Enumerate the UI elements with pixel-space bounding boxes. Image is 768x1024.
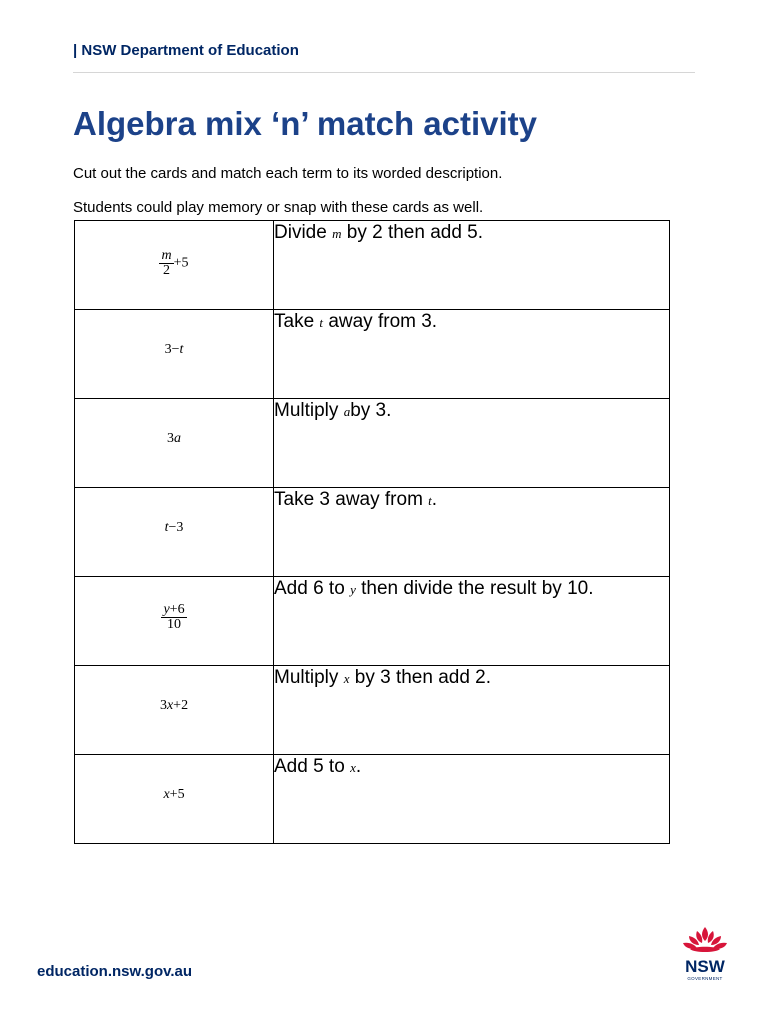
desc-text-pre: Add 6 to (274, 578, 351, 599)
desc-variable: t (428, 493, 432, 508)
term-expression (165, 342, 184, 358)
desc-variable: t (319, 315, 324, 330)
term-part: 3 (164, 342, 172, 357)
desc-text-post: by 3 then add 2. (349, 667, 492, 688)
description-card (274, 221, 670, 310)
card-row (75, 577, 670, 666)
term-part: 3 (159, 698, 167, 713)
term-card (75, 399, 274, 488)
term-variable: y (163, 602, 170, 617)
nsw-government-logo (676, 924, 734, 982)
term-card (75, 310, 274, 399)
term-operator: + (169, 787, 178, 802)
desc-text-post: by 2 then add 5. (341, 222, 484, 243)
instruction-cut-out: Cut out the cards and match each term to its worded description. (73, 165, 503, 182)
fraction (161, 603, 186, 632)
desc-text-pre: Take (274, 311, 320, 332)
fraction (159, 249, 173, 278)
desc-text-post: . (355, 756, 362, 777)
term-operator: + (169, 602, 178, 617)
term-rest: +5 (173, 255, 189, 271)
term-part: 2 (181, 698, 189, 713)
term-part: 3 (167, 431, 174, 446)
denominator: 10 (167, 617, 181, 632)
header-divider (73, 72, 695, 73)
term-expression (163, 787, 184, 803)
desc-text-pre: Multiply (274, 667, 344, 688)
logo-text: NSW (685, 957, 725, 976)
term-operator: − (171, 342, 180, 357)
card-row (75, 488, 670, 577)
term-expression (161, 603, 186, 632)
term-part: 3 (176, 520, 184, 535)
card-row (75, 666, 670, 755)
desc-text-pre: Take 3 away from (274, 489, 429, 510)
desc-text-post: away from 3. (323, 311, 438, 332)
description-card (274, 488, 670, 577)
desc-variable: a (343, 404, 351, 419)
term-card (75, 666, 274, 755)
term-expression (160, 698, 188, 714)
desc-text-pre: Add 5 to (274, 756, 351, 777)
term-variable: x (163, 787, 170, 802)
term-expression (159, 249, 188, 278)
term-card (75, 755, 274, 844)
term-part: 6 (177, 602, 185, 617)
term-expression (165, 520, 184, 536)
numerator: m (161, 248, 172, 263)
desc-text-pre: Divide (274, 222, 333, 243)
description-card (274, 399, 670, 488)
card-row (75, 399, 670, 488)
term-expression (167, 431, 181, 447)
numerator (161, 603, 186, 618)
department-header: | NSW Department of Education (73, 42, 299, 59)
term-card (75, 221, 274, 310)
term-operator: − (168, 520, 177, 535)
instruction-play: Students could play memory or snap with these cards as well. (73, 199, 484, 216)
desc-variable: m (332, 226, 342, 241)
desc-text-post: . (431, 489, 438, 510)
desc-variable: x (350, 760, 356, 775)
term-variable: x (166, 698, 174, 713)
footer-website: education.nsw.gov.au (37, 963, 193, 980)
logo-subtext: GOVERNMENT (687, 976, 723, 981)
desc-text-pre: Multiply (274, 400, 344, 421)
cards-table (74, 220, 670, 844)
term-variable: a (174, 431, 181, 446)
description-card (274, 310, 670, 399)
desc-text-post: then divide the result by 10. (355, 578, 594, 599)
denominator: 2 (163, 263, 171, 278)
term-operator: + (173, 698, 182, 713)
desc-variable: x (343, 671, 350, 686)
term-variable: t (164, 520, 169, 535)
term-variable: t (179, 342, 184, 357)
card-row (75, 755, 670, 844)
description-card (274, 755, 670, 844)
card-row (75, 221, 670, 310)
term-card (75, 577, 274, 666)
waratah-icon (683, 927, 727, 952)
description-card (274, 577, 670, 666)
term-part: 5 (177, 787, 185, 802)
description-card (274, 666, 670, 755)
desc-text-post: by 3. (350, 400, 392, 421)
desc-variable: y (350, 582, 356, 597)
term-card (75, 488, 274, 577)
page-title: Algebra mix ‘n’ match activity (73, 105, 537, 142)
card-row (75, 310, 670, 399)
